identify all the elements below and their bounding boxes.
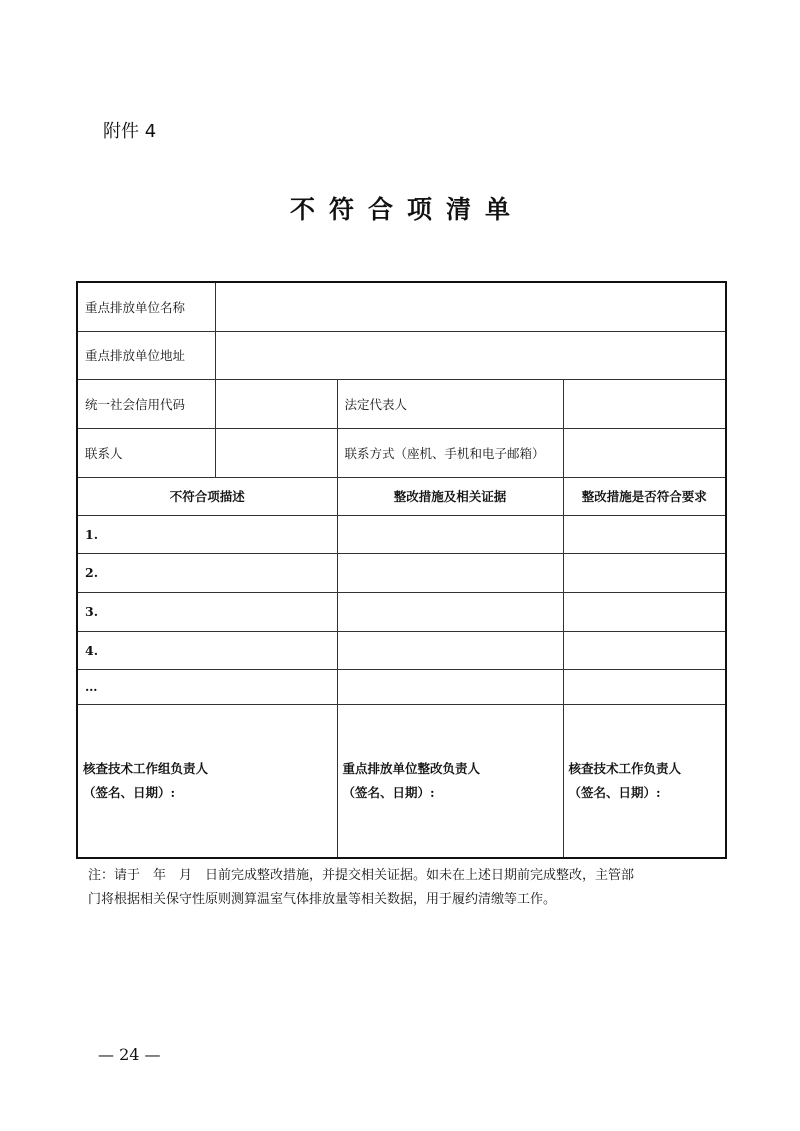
contact-method-value[interactable] [563, 428, 726, 477]
signature-hint: （签名、日期）: [83, 784, 176, 800]
signature-cell-tech-group[interactable] [77, 704, 337, 858]
page-title: 不符合项清单 [289, 195, 524, 224]
table-row [77, 331, 726, 379]
note-line: 注：请于 年 月 日前完成整改措施，并提交相关证据。如未在上述日期前完成整改，主管部 [88, 868, 635, 883]
unit-name-value[interactable] [215, 282, 726, 331]
contact-label: 联系人 [77, 428, 215, 477]
measures-cell[interactable] [337, 515, 563, 553]
item-number: 1. [77, 515, 337, 553]
compliance-cell[interactable] [563, 515, 726, 553]
table-row [77, 631, 726, 669]
signature-row [77, 704, 726, 858]
item-number: 3. [77, 592, 337, 631]
nonconformity-table [76, 281, 727, 859]
table-row [77, 553, 726, 592]
item-number: 2. [77, 553, 337, 592]
signature-role: 核查技术工作负责人 [568, 760, 682, 776]
legal-rep-label: 法定代表人 [337, 379, 563, 428]
compliance-cell[interactable] [563, 592, 726, 631]
measures-cell[interactable] [337, 631, 563, 669]
unit-name-label: 重点排放单位名称 [77, 282, 215, 331]
attachment-label: 附件 4 [103, 121, 157, 142]
legal-rep-value[interactable] [563, 379, 726, 428]
table-header-row [77, 477, 726, 515]
page-number: — 24 — [98, 1045, 161, 1064]
contact-method-label: 联系方式（座机、手机和电子邮箱） [337, 428, 563, 477]
column-header-description: 不符合项描述 [77, 477, 337, 515]
table-row [77, 379, 726, 428]
measures-cell[interactable] [337, 669, 563, 704]
measures-cell[interactable] [337, 592, 563, 631]
compliance-cell[interactable] [563, 553, 726, 592]
column-header-measures: 整改措施及相关证据 [337, 477, 563, 515]
item-number: 4. [77, 631, 337, 669]
compliance-cell[interactable] [563, 631, 726, 669]
unit-address-value[interactable] [215, 331, 726, 379]
signature-role: 重点排放单位整改负责人 [342, 760, 481, 776]
signature-cell-tech-lead[interactable] [563, 704, 726, 858]
signature-hint: （签名、日期）: [568, 784, 661, 800]
column-header-compliance: 整改措施是否符合要求 [563, 477, 726, 515]
table-row [77, 515, 726, 553]
table-row [77, 428, 726, 477]
item-number: … [77, 669, 337, 704]
credit-code-label: 统一社会信用代码 [77, 379, 215, 428]
signature-cell-unit[interactable] [337, 704, 563, 858]
unit-address-label: 重点排放单位地址 [77, 331, 215, 379]
note-line: 门将根据相关保守性原则测算温室气体排放量等相关数据，用于履约清缴等工作。 [88, 892, 557, 907]
table-row [77, 592, 726, 631]
note [88, 864, 728, 912]
signature-role: 核查技术工作组负责人 [83, 760, 209, 776]
table-row [77, 282, 726, 331]
contact-value[interactable] [215, 428, 337, 477]
table-row [77, 669, 726, 704]
credit-code-value[interactable] [215, 379, 337, 428]
compliance-cell[interactable] [563, 669, 726, 704]
measures-cell[interactable] [337, 553, 563, 592]
signature-hint: （签名、日期）: [342, 784, 435, 800]
